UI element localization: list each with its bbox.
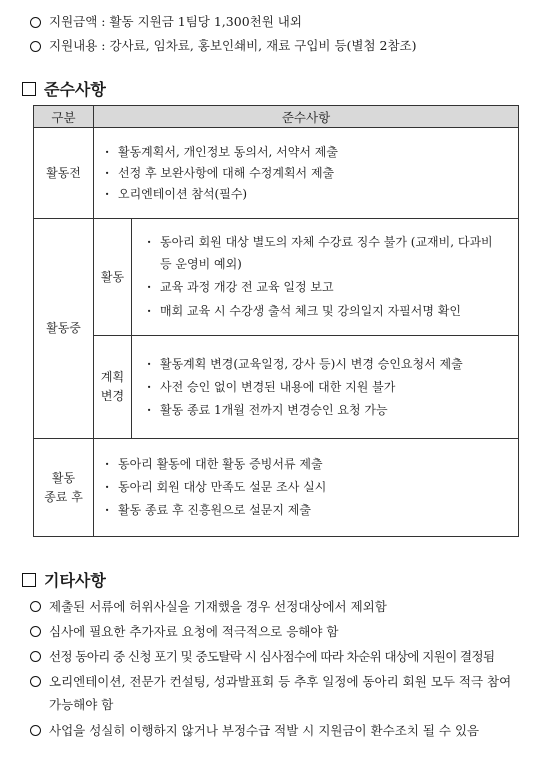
after-items-cell xyxy=(94,439,519,537)
plan-label-line1: 계획 xyxy=(100,370,125,384)
other-item-text: 사업을 성실히 이행하지 않거나 부정수급 적발 시 지원금이 환수조치 될 수 있음 xyxy=(49,723,480,738)
category-before: 활동전 xyxy=(34,128,94,219)
after-label-line2: 종료 후 xyxy=(44,489,83,504)
list-item: · 사전 승인 없이 변경된 내용에 대한 지원 불가 xyxy=(146,376,508,399)
circle-bullet-icon xyxy=(30,601,41,612)
subcategory-plan-change xyxy=(94,336,132,439)
other-item xyxy=(30,595,520,618)
compliance-section-title xyxy=(22,77,106,100)
other-item-text: 제출된 서류에 허위사실을 기재했을 경우 선정대상에서 제외함 xyxy=(49,599,387,614)
other-item-text: 심사에 필요한 추가자료 요청에 적극적으로 응해야 함 xyxy=(49,624,339,639)
circle-bullet-icon xyxy=(30,725,41,736)
other-item xyxy=(30,670,520,716)
table-row-after xyxy=(34,439,519,537)
intro-text: 지원내용 : 강사료, 임차료, 홍보인쇄비, 재료 구입비 등(별첨 2참조) xyxy=(49,38,417,53)
section-title-text: 기타사항 xyxy=(44,571,106,590)
plan-change-list xyxy=(146,353,508,422)
circle-bullet-icon xyxy=(30,676,41,687)
activity-items-cell xyxy=(132,219,519,336)
circle-bullet-icon xyxy=(30,626,41,637)
activity-list xyxy=(146,231,508,323)
header-category: 구분 xyxy=(34,106,94,128)
category-after xyxy=(34,439,94,537)
table-row-during-activity xyxy=(34,219,519,336)
intro-item-amount xyxy=(30,13,302,31)
other-item xyxy=(30,719,520,742)
list-item: · 오리엔테이션 참석(필수) xyxy=(104,184,510,205)
circle-bullet-icon xyxy=(30,651,41,662)
before-items-cell xyxy=(94,128,519,219)
circle-bullet-icon xyxy=(30,17,41,28)
list-item: · 선정 후 보완사항에 대해 수정계획서 제출 xyxy=(104,163,510,184)
intro-text: 지원금액 : 활동 지원금 1팀당 1,300천원 내외 xyxy=(49,14,302,29)
subcategory-activity: 활동 xyxy=(94,219,132,336)
other-item xyxy=(30,620,520,643)
table-header-row xyxy=(34,106,519,128)
other-section-title xyxy=(22,568,106,591)
header-rules: 준수사항 xyxy=(94,106,519,128)
other-item-text: 오리엔테이션, 전문가 컨설팅, 성과발표회 등 추후 일정에 동아리 회원 모두 적극 참여 가능해야 함 xyxy=(49,674,512,712)
list-item: · 동아리 회원 대상 만족도 설문 조사 실시 xyxy=(104,476,510,499)
after-list xyxy=(104,453,510,522)
list-item: · 활동 종료 후 진흥원으로 설문지 제출 xyxy=(104,499,510,522)
list-item: · 활동 종료 1개월 전까지 변경승인 요청 가능 xyxy=(146,399,508,422)
other-item-text: 선정 동아리 중 신청 포기 및 중도탈락 시 심사점수에 따라 차순위 대상에 지원이 결정됨 xyxy=(49,649,495,664)
list-item: · 활동계획서, 개인정보 동의서, 서약서 제출 xyxy=(104,142,510,163)
other-item xyxy=(30,645,520,668)
list-item: · 동아리 활동에 대한 활동 증빙서류 제출 xyxy=(104,453,510,476)
category-during: 활동중 xyxy=(34,219,94,439)
compliance-table xyxy=(33,105,519,537)
plan-change-items-cell xyxy=(132,336,519,439)
table-row-during-plan-change xyxy=(34,336,519,439)
square-checkbox-icon xyxy=(22,82,36,96)
circle-bullet-icon xyxy=(30,41,41,52)
table-row-before xyxy=(34,128,519,219)
after-label-line1: 활동 xyxy=(51,470,76,485)
before-list xyxy=(104,142,510,205)
square-checkbox-icon xyxy=(22,573,36,587)
list-item: · 활동계획 변경(교육일정, 강사 등)시 변경 승인요청서 제출 xyxy=(146,353,508,376)
section-title-text: 준수사항 xyxy=(44,80,106,99)
list-item: · 매회 교육 시 수강생 출석 체크 및 강의일지 자필서명 확인 xyxy=(146,299,508,323)
list-item: · 동아리 회원 대상 별도의 자체 수강료 징수 불가 (교재비, 다과비 등 운영비 예외) xyxy=(146,231,508,275)
plan-label-line2: 변경 xyxy=(100,389,125,403)
intro-item-content xyxy=(30,37,417,55)
list-item: · 교육 과정 개강 전 교육 일정 보고 xyxy=(146,275,508,299)
